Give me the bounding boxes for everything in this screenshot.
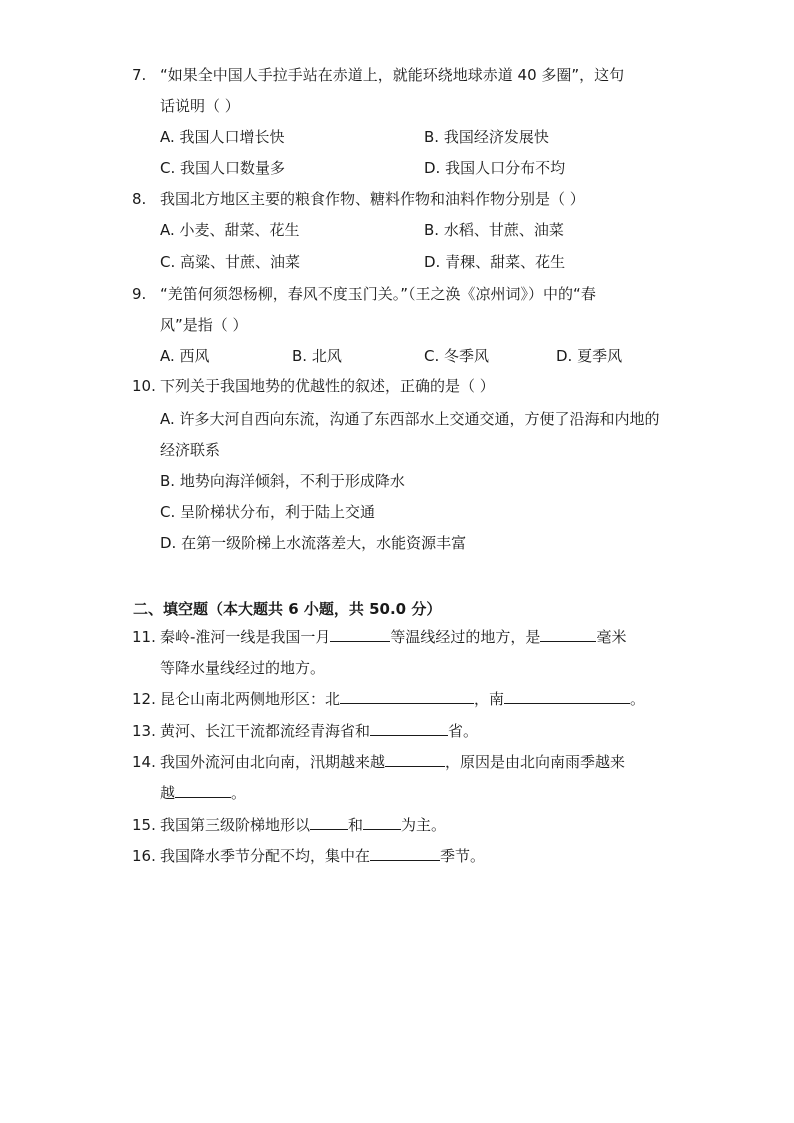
question-text: 下列关于我国地势的优越性的叙述，正确的是（ ）	[160, 377, 495, 395]
q8-option-b: B. 水稻、甘蔗、油菜	[424, 221, 564, 239]
question-text	[160, 747, 692, 778]
question-text: “羌笛何须怨杨柳，春风不度玉门关。”（王之涣《凉州词》）中的“春	[160, 285, 596, 303]
text-segment: 省。	[448, 722, 479, 740]
text-segment: 毫米	[596, 628, 627, 646]
question-number: 10.	[132, 377, 156, 395]
text-segment: 黄河、长江干流都流经青海省和	[160, 722, 371, 740]
answer-blank[interactable]	[540, 623, 596, 642]
question-number: 11.	[132, 628, 156, 646]
q7-option-b: B. 我国经济发展快	[424, 128, 549, 146]
question-number: 12.	[132, 690, 156, 708]
answer-blank[interactable]	[363, 811, 401, 830]
answer-blank[interactable]	[370, 717, 448, 736]
question-number: 15.	[132, 816, 156, 834]
text-segment: 昆仑山南北两侧地形区：北	[160, 690, 341, 708]
text-segment: 我国降水季节分配不均，集中在	[160, 847, 371, 865]
q8-option-a: A. 小麦、甜菜、花生	[160, 221, 300, 239]
answer-blank[interactable]	[330, 623, 390, 642]
question-text	[160, 622, 692, 653]
answer-blank[interactable]	[340, 685, 474, 704]
q9-option-a: A. 西风	[160, 347, 210, 365]
q8-option-c: C. 高粱、甘蔗、油菜	[160, 253, 301, 271]
q10-option-d: D. 在第一级阶梯上水流落差大，水能资源丰富	[160, 534, 467, 552]
question-number: 8.	[132, 190, 147, 208]
q10-option-c: C. 呈阶梯状分布，利于陆上交通	[160, 503, 376, 521]
q9-option-b: B. 北风	[292, 347, 342, 365]
question-number: 14.	[132, 753, 156, 771]
text-segment: 我国外流河由北向南，汛期越来越	[160, 753, 386, 771]
answer-blank[interactable]	[310, 811, 348, 830]
text-segment: 为主。	[401, 816, 447, 834]
answer-blank[interactable]	[370, 842, 440, 861]
question-text: “如果全中国人手拉手站在赤道上，就能环绕地球赤道 40 多圈”，这句	[160, 66, 625, 84]
question-9-continuation: 风”是指（ ）	[160, 316, 248, 334]
q7-option-c: C. 我国人口数量多	[160, 159, 286, 177]
text-segment: ，原因是由北向南雨季越来	[445, 753, 626, 771]
text-segment: 越	[160, 784, 176, 802]
question-14-continuation	[160, 778, 246, 809]
text-segment: 我国第三级阶梯地形以	[160, 816, 311, 834]
question-number: 7.	[132, 66, 147, 84]
question-number: 13.	[132, 722, 156, 740]
answer-blank[interactable]	[385, 748, 445, 767]
text-segment: 季节。	[440, 847, 486, 865]
q10-option-a-continuation: 经济联系	[160, 441, 221, 459]
text-segment: 等温线经过的地方，是	[390, 628, 541, 646]
answer-blank[interactable]	[175, 779, 231, 798]
q9-option-c: C. 冬季风	[424, 347, 490, 365]
q10-option-a: A. 许多大河自西向东流，沟通了东西部水上交通交通，方便了沿海和内地的	[160, 410, 660, 428]
text-segment: 。	[231, 784, 247, 802]
question-7-continuation: 话说明（ ）	[160, 97, 240, 115]
question-11-continuation: 等降水量线经过的地方。	[160, 659, 326, 677]
q9-option-d: D. 夏季风	[556, 347, 623, 365]
text-segment: 秦岭-淮河一线是我国一月	[160, 628, 331, 646]
q8-option-d: D. 青稞、甜菜、花生	[424, 253, 566, 271]
question-number: 9.	[132, 285, 147, 303]
text-segment: 和	[348, 816, 364, 834]
question-text	[160, 684, 692, 715]
text-segment: 。	[630, 690, 646, 708]
q10-option-b: B. 地势向海洋倾斜，不利于形成降水	[160, 472, 405, 490]
question-text: 我国北方地区主要的粮食作物、糖料作物和油料作物分别是（ ）	[160, 190, 585, 208]
question-text	[160, 716, 692, 747]
answer-blank[interactable]	[504, 685, 630, 704]
q7-option-a: A. 我国人口增长快	[160, 128, 285, 146]
section-title: 二、填空题（本大题共 6 小题，共 50.0 分）	[133, 600, 442, 618]
question-text	[160, 841, 692, 872]
question-text	[160, 810, 692, 841]
question-number: 16.	[132, 847, 156, 865]
text-segment: ，南	[474, 690, 505, 708]
q7-option-d: D. 我国人口分布不均	[424, 159, 566, 177]
